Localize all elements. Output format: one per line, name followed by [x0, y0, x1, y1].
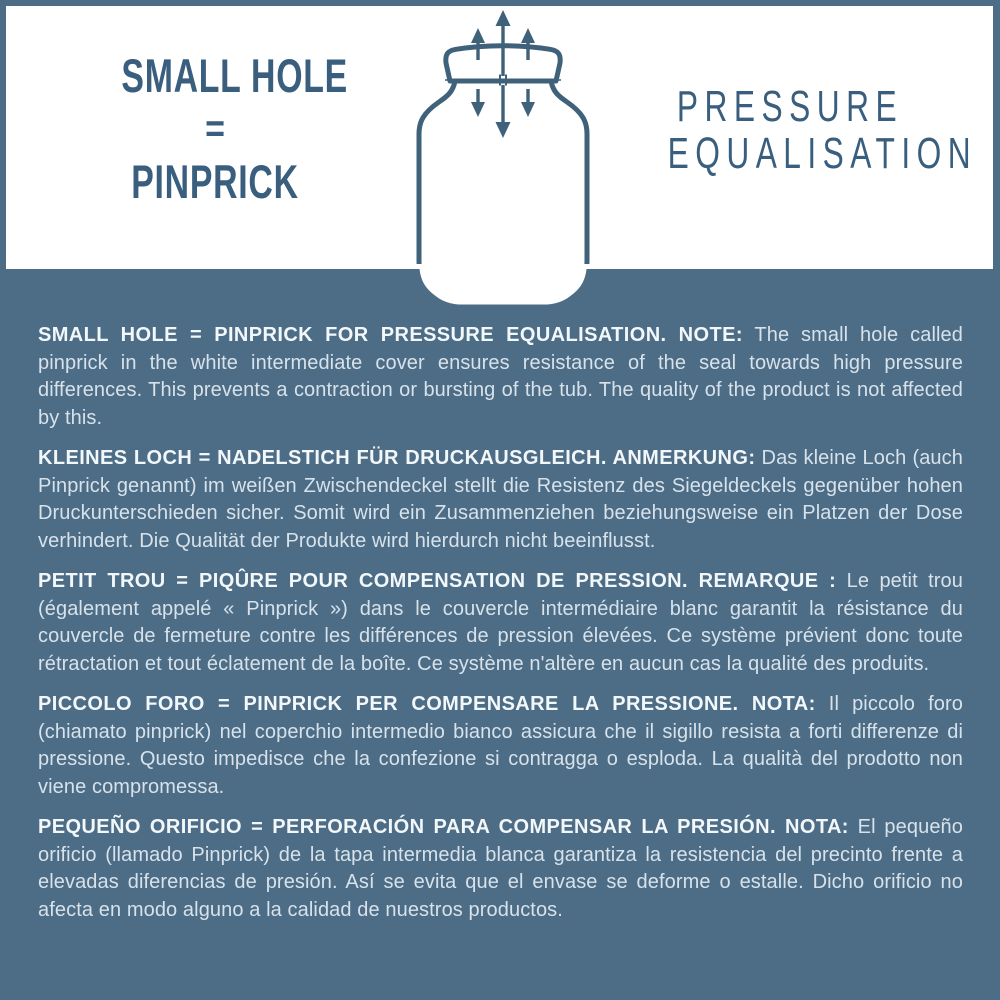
paragraph-spanish-body: El pequeño orificio (llamado Pinprick) de la tapa intermedia blanca garantiza la resistencia del precinto frente a elevadas diferencias de presión. Así se evita que el envase se deforme o estalle. Dicho orificio no afecta en modo alguno a la calidad de nuestros productos. [38, 816, 963, 921]
jar-fill [419, 46, 587, 305]
paragraph-english-body: The small hole called pinprick in the white intermediate cover ensures resistance of the seal towards high pressure differences. This prevents a contraction or bursting of the tub. The quality of the product is not affected by this. [38, 324, 963, 429]
equals-sign: = [205, 107, 225, 151]
left-title-line1: SMALL HOLE [121, 49, 348, 102]
paragraph-english [38, 322, 963, 432]
jar-illustration-icon [403, 0, 603, 312]
right-title-line1: PRESSURE [676, 82, 904, 131]
left-title-line2: PINPRICK [131, 155, 299, 208]
paragraph-german [38, 445, 963, 555]
right-title-line2: EQUALISATION [667, 128, 978, 178]
paragraph-italian-lead: PICCOLO FORO = PINPRICK PER COMPENSARE LA PRESSIONE. NOTA: [38, 693, 816, 715]
paragraph-spanish [38, 814, 963, 924]
paragraph-italian [38, 691, 963, 801]
left-title [85, 49, 348, 208]
paragraph-french-body: Le petit trou (également appelé « Pinprick ») dans le couvercle intermédiaire blanc garantit la résistance du couvercle de fermeture contre les différences de pression élevées. Ce système prévient donc toute rétractation et tout éclatement de la boîte. Ce système n'altère en aucun cas la qualité des produits. [38, 570, 963, 675]
paragraph-french-lead: PETIT TROU = PIQÛRE POUR COMPENSATION DE PRESSION. REMARQUE : [38, 570, 837, 592]
paragraph-german-body: Das kleine Loch (auch Pinprick genannt) im weißen Zwischendeckel stellt die Resistenz des Siegeldeckels gegenüber hohen Druckunterschieden sicher. Somit wird ein Zusammenziehen beziehungsweise ein Platzen der Dose verhindert. Die Qualität der Produkte wird hierdurch nicht beeinflusst. [38, 447, 963, 552]
right-title [620, 82, 978, 178]
paragraph-french [38, 568, 963, 678]
paragraph-italian-body: Il piccolo foro (chiamato pinprick) nel coperchio intermedio bianco assicura che il sigillo resista a forti differenze di pressione. Questo impedisce che la confezione si contragga o esploda. La qualità del prodotto non viene compromessa. [38, 693, 963, 798]
description-paragraphs [38, 322, 963, 924]
paragraph-german-lead: KLEINES LOCH = NADELSTICH FÜR DRUCKAUSGLEICH. ANMERKUNG: [38, 447, 756, 469]
paragraph-spanish-lead: PEQUEÑO ORIFICIO = PERFORACIÓN PARA COMPENSAR LA PRESIÓN. NOTA: [38, 816, 849, 838]
paragraph-english-lead: SMALL HOLE = PINPRICK FOR PRESSURE EQUALISATION. NOTE: [38, 324, 743, 346]
